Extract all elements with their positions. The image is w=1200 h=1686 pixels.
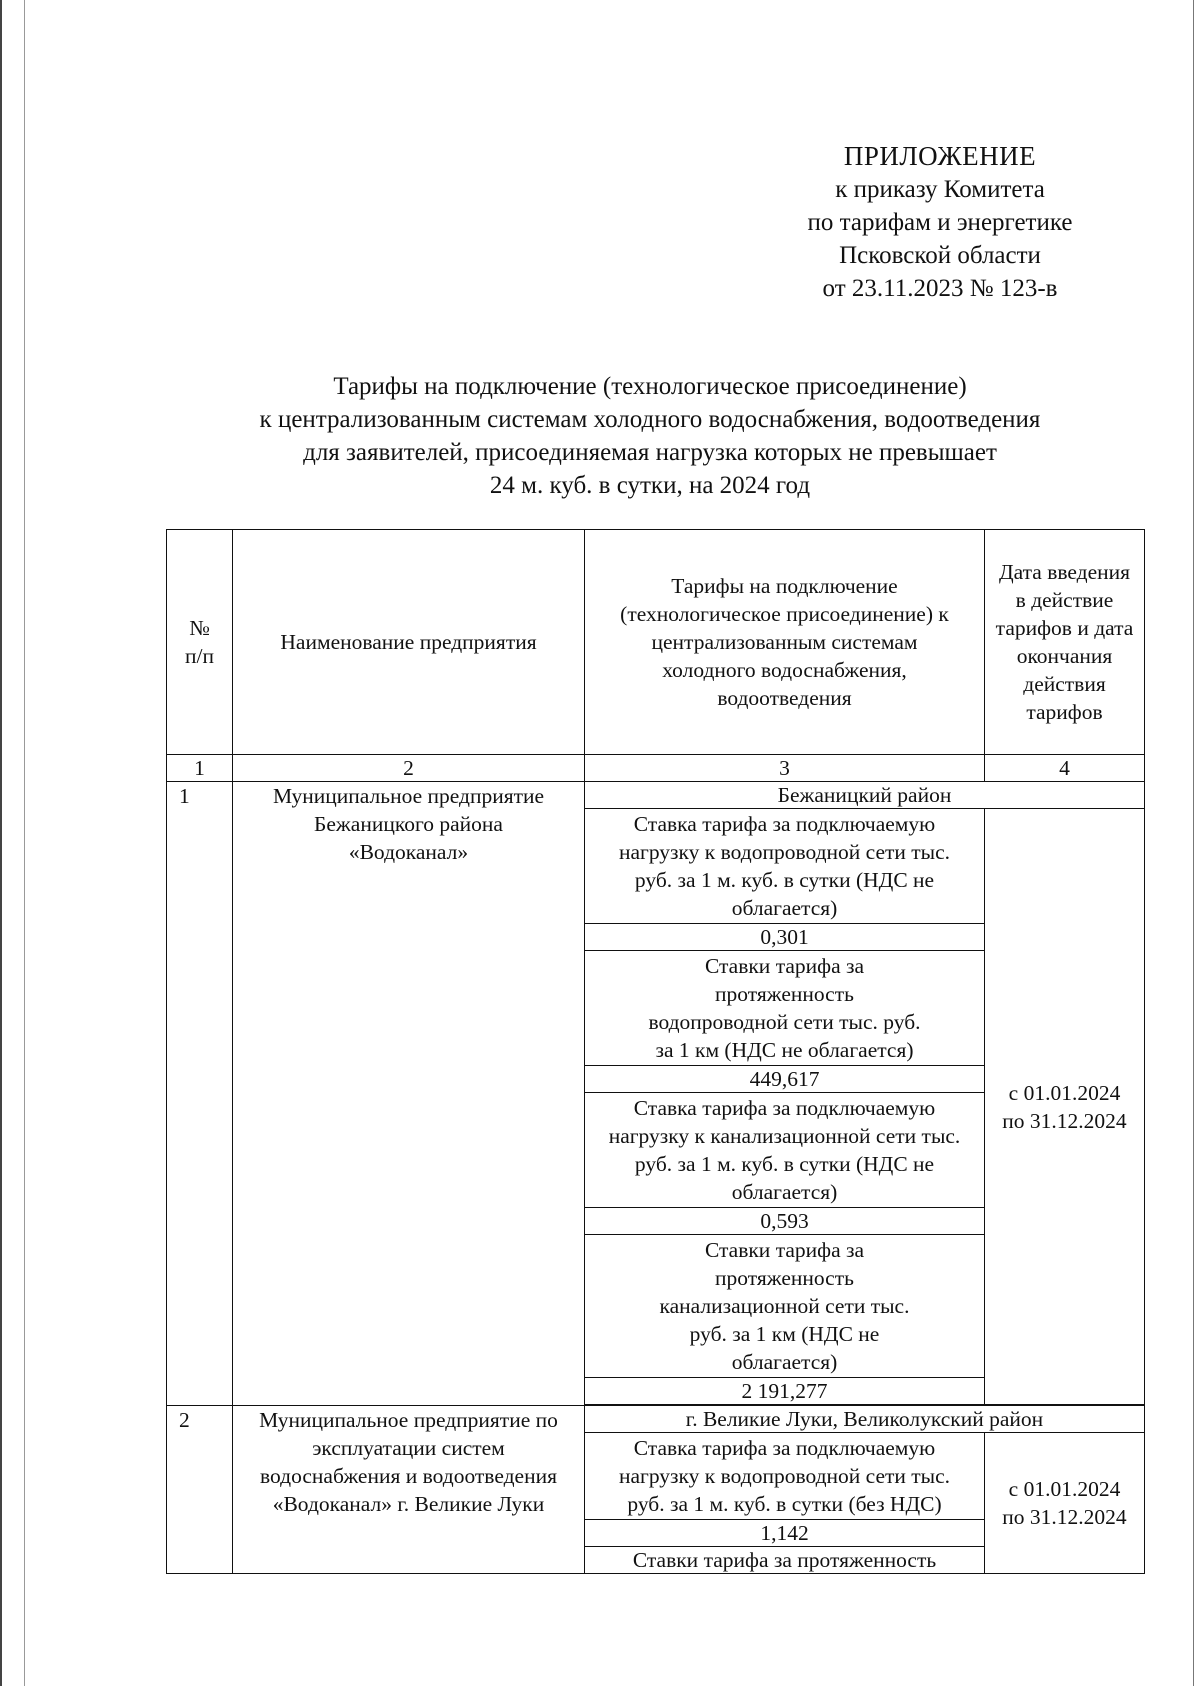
page-edge-inner	[24, 0, 25, 1686]
page-edge-left	[0, 0, 2, 1686]
column-numbers-row	[167, 755, 1145, 782]
appendix-order-date: от 23.11.2023 № 123-в	[822, 275, 1058, 302]
header-tariffs: Тарифы на подключение (технологическое присоединение) к централизованным системам холодного водоснабжения, водоотведения	[585, 530, 985, 755]
document-title	[150, 370, 1150, 502]
appendix-line: к приказу Комитета	[835, 176, 1045, 203]
rate-label: Ставки тарифа за протяженность	[585, 1547, 985, 1574]
title-line: к централизованным системам холодного водоснабжения, водоотведения	[259, 406, 1041, 433]
table-row	[167, 782, 1145, 809]
column-number: 2	[233, 755, 585, 782]
page-edge-right	[1193, 0, 1194, 1686]
rate-value: 2 191,277	[585, 1378, 985, 1405]
validity-period: с 01.01.2024 по 31.12.2024	[985, 1433, 1145, 1574]
title-line: 24 м. куб. в сутки, на 2024 год	[489, 472, 811, 499]
company-name: Муниципальное предприятие по эксплуатации систем водоснабжения и водоотведения «Водоканал» г. Великие Луки	[233, 1406, 585, 1574]
header-dates: Дата введения в действие тарифов и дата окончания действия тарифов	[985, 530, 1145, 755]
rate-value: 0,593	[585, 1208, 985, 1235]
district-name: Бежаницкий район	[585, 782, 1145, 809]
rate-value: 0,301	[585, 924, 985, 951]
rate-label: Ставки тарифа за протяженность водопроводной сети тыс. руб. за 1 км (НДС не облагается)	[585, 951, 985, 1066]
rate-label: Ставка тарифа за подключаемую нагрузку к водопроводной сети тыс. руб. за 1 м. куб. в сутки (без НДС)	[585, 1433, 985, 1520]
district-name: г. Великие Луки, Великолукский район	[585, 1406, 1145, 1433]
column-number: 4	[985, 755, 1145, 782]
appendix-line: по тарифам и энергетике	[807, 209, 1073, 236]
appendix-line: Псковской области	[839, 242, 1041, 269]
tariffs-table	[166, 529, 1145, 1574]
header-number: № п/п	[167, 530, 233, 755]
rate-label: Ставки тарифа за протяженность канализационной сети тыс. руб. за 1 км (НДС не облагается)	[585, 1235, 985, 1378]
column-number: 1	[167, 755, 233, 782]
title-line: для заявителей, присоединяемая нагрузка которых не превышает	[303, 439, 997, 466]
row-number: 1	[167, 782, 233, 1406]
rate-label: Ставка тарифа за подключаемую нагрузку к канализационной сети тыс. руб. за 1 м. куб. в сутки (НДС не облагается)	[585, 1093, 985, 1208]
appendix-block	[720, 140, 1160, 305]
appendix-heading: ПРИЛОЖЕНИЕ	[843, 141, 1037, 171]
rate-label: Ставка тарифа за подключаемую нагрузку к водопроводной сети тыс. руб. за 1 м. куб. в сутки (НДС не облагается)	[585, 809, 985, 924]
column-number: 3	[585, 755, 985, 782]
validity-period: с 01.01.2024 по 31.12.2024	[985, 809, 1145, 1405]
company-name: Муниципальное предприятие Бежаницкого района «Водоканал»	[233, 782, 585, 1406]
table-header-row	[167, 530, 1145, 755]
rate-value: 1,142	[585, 1520, 985, 1547]
rate-value: 449,617	[585, 1066, 985, 1093]
title-line: Тарифы на подключение (технологическое присоединение)	[333, 373, 967, 400]
row-number: 2	[167, 1406, 233, 1574]
header-company: Наименование предприятия	[233, 530, 585, 755]
table-row	[167, 1406, 1145, 1433]
